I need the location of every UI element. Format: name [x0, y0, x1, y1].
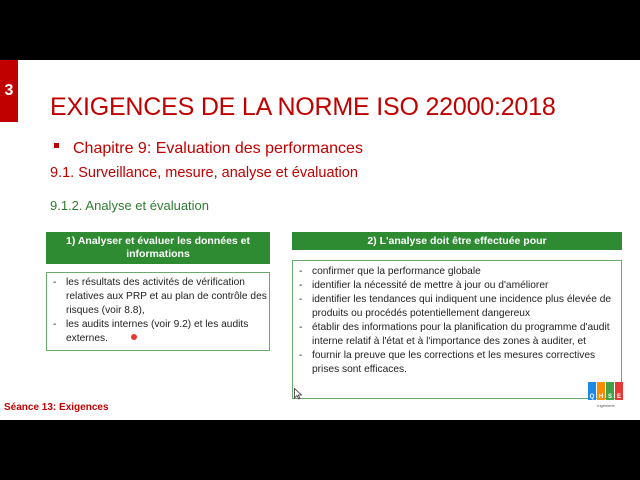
footer-session-label: Séance 13: Exigences — [4, 402, 109, 413]
list-item: - identifier la nécessité de mettre à jour ou d'améliorer — [293, 279, 621, 293]
slide-number: 3 — [0, 60, 18, 122]
logo-letter-s: S — [606, 382, 614, 400]
list-item: - les audits internes (voir 9.2) et les audits externes. — [47, 318, 269, 346]
section-heading: 9.1. Surveillance, mesure, analyse et évaluation — [50, 165, 358, 181]
left-panel-header: 1) Analyser et évaluer les données et informations — [46, 232, 270, 264]
qhse-logo — [588, 382, 624, 410]
list-item: - établir des informations pour la planification du programme d'audit interne relatif à l'état et à l'importance des zones à auditer, et — [293, 321, 621, 349]
list-item: - identifier les tendances qui indiquent une incidence plus élevée de produits ou procédés potentiellement dangereux — [293, 293, 621, 321]
list-item: - confirmer que la performance globale — [293, 265, 621, 279]
list-item: - les résultats des activités de vérification relatives aux PRP et au plan de contrôle des risques (voir 8.8), — [47, 276, 269, 318]
right-panel-box — [292, 260, 622, 399]
logo-letter-q: Q — [588, 382, 596, 400]
right-panel-header: 2) L'analyse doit être effectuée pour — [292, 232, 622, 250]
slide-title: EXIGENCES DE LA NORME ISO 22000:2018 — [50, 93, 556, 121]
left-panel-box — [46, 272, 270, 351]
laser-pointer-dot — [131, 334, 137, 340]
square-bullet-icon — [54, 143, 59, 148]
logo-tagline: Ingénierie — [597, 403, 615, 408]
list-item: - fournir la preuve que les corrections et les mesures correctives prises sont efficaces. — [293, 349, 621, 377]
chapter-heading: Chapitre 9: Evaluation des performances — [73, 140, 363, 157]
mouse-cursor-icon — [294, 388, 302, 400]
slide — [0, 60, 640, 420]
logo-letter-h: H — [597, 382, 605, 400]
left-panel-list — [47, 273, 269, 346]
right-panel-list — [293, 261, 621, 377]
logo-letter-e: E — [615, 382, 623, 400]
subsection-heading: 9.1.2. Analyse et évaluation — [50, 198, 210, 213]
